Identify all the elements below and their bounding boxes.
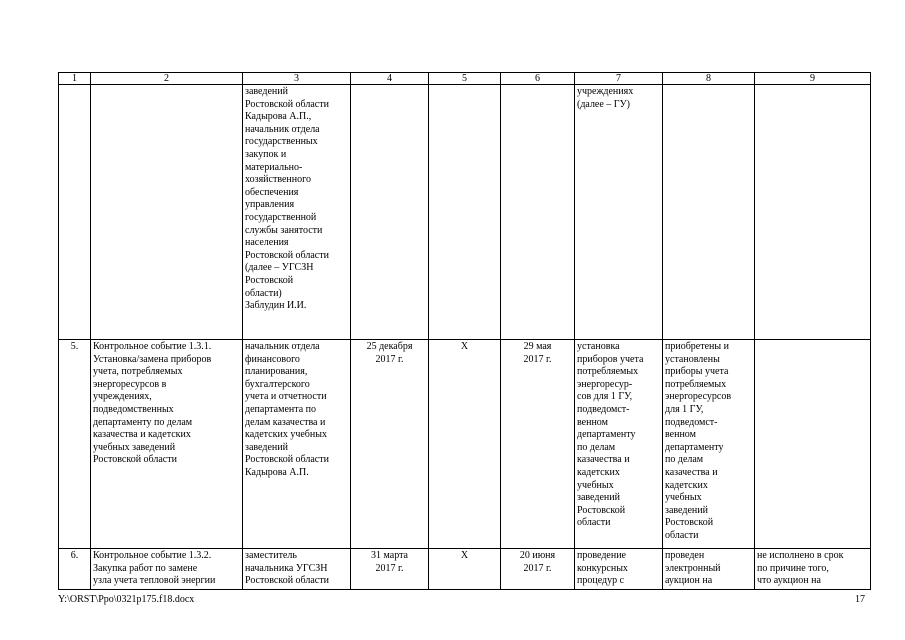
header-cell: 7 <box>575 73 663 85</box>
footer-file-path: Y:\ORST\Ppo\0321p175.f18.docx <box>58 594 195 605</box>
row-number-cell <box>59 85 91 340</box>
responsible-cell: заместитель начальника УГСЗН Ростовской области <box>243 549 351 590</box>
plan-date-cell: 25 декабря 2017 г. <box>351 340 429 549</box>
header-cell: 2 <box>91 73 243 85</box>
note-cell: не исполнено в срок по причине того, что аукцион на <box>755 549 871 590</box>
header-cell: 1 <box>59 73 91 85</box>
mark-cell: Х <box>429 340 501 549</box>
event-cell: Контрольное событие 1.3.1. Установка/замена приборов учета, потребляемых энергоресурсов в учреждениях, подведомственных департаменту по делам казачества и кадетских учебных заведений Ростовской области <box>91 340 243 549</box>
row-number-cell: 5. <box>59 340 91 549</box>
responsible-cell: начальник отдела финансового планирования, бухгалтерского учета и отчетности департамента по делам казачества и кадетских учебных заведений Ростовской области Кадырова А.П. <box>243 340 351 549</box>
actual-result-cell <box>663 85 755 340</box>
expected-result-cell: учреждениях (далее – ГУ) <box>575 85 663 340</box>
fact-date-cell: 20 июня 2017 г. <box>501 549 575 590</box>
mark-cell <box>429 85 501 340</box>
responsible-cell: заведений Ростовской области Кадырова А.П., начальник отдела государственных закупок и материально- хозяйственного обеспечения управления государственной службы занятости населения Ростовской области (далее – УГСЗН Ростовской области) Заблудин И.И. <box>243 85 351 340</box>
footer-page-number: 17 <box>855 594 865 605</box>
table-row <box>59 85 871 340</box>
table-row <box>59 340 871 549</box>
table-header-row <box>59 73 871 85</box>
header-cell: 9 <box>755 73 871 85</box>
note-cell <box>755 340 871 549</box>
actual-result-cell: проведен электронный аукцион на <box>663 549 755 590</box>
event-cell: Контрольное событие 1.3.2. Закупка работ по замене узла учета тепловой энергии <box>91 549 243 590</box>
mark-cell: Х <box>429 549 501 590</box>
fact-date-cell <box>501 85 575 340</box>
report-table <box>58 72 871 590</box>
plan-date-cell <box>351 85 429 340</box>
row-number-cell: 6. <box>59 549 91 590</box>
header-cell: 6 <box>501 73 575 85</box>
plan-date-cell: 31 марта 2017 г. <box>351 549 429 590</box>
header-cell: 5 <box>429 73 501 85</box>
event-cell <box>91 85 243 340</box>
table-row <box>59 549 871 590</box>
fact-date-cell: 29 мая 2017 г. <box>501 340 575 549</box>
header-cell: 3 <box>243 73 351 85</box>
expected-result-cell: установка приборов учета потребляемых энергоресур- сов для 1 ГУ, подведомст- венном департаменту по делам казачества и кадетских учебных заведений Ростовской области <box>575 340 663 549</box>
actual-result-cell: приобретены и установлены приборы учета потребляемых энергоресурсов для 1 ГУ, подведомст- венном департаменту по делам казачества и кадетских учебных заведений Ростовской области <box>663 340 755 549</box>
expected-result-cell: проведение конкурсных процедур с <box>575 549 663 590</box>
header-cell: 8 <box>663 73 755 85</box>
header-cell: 4 <box>351 73 429 85</box>
note-cell <box>755 85 871 340</box>
